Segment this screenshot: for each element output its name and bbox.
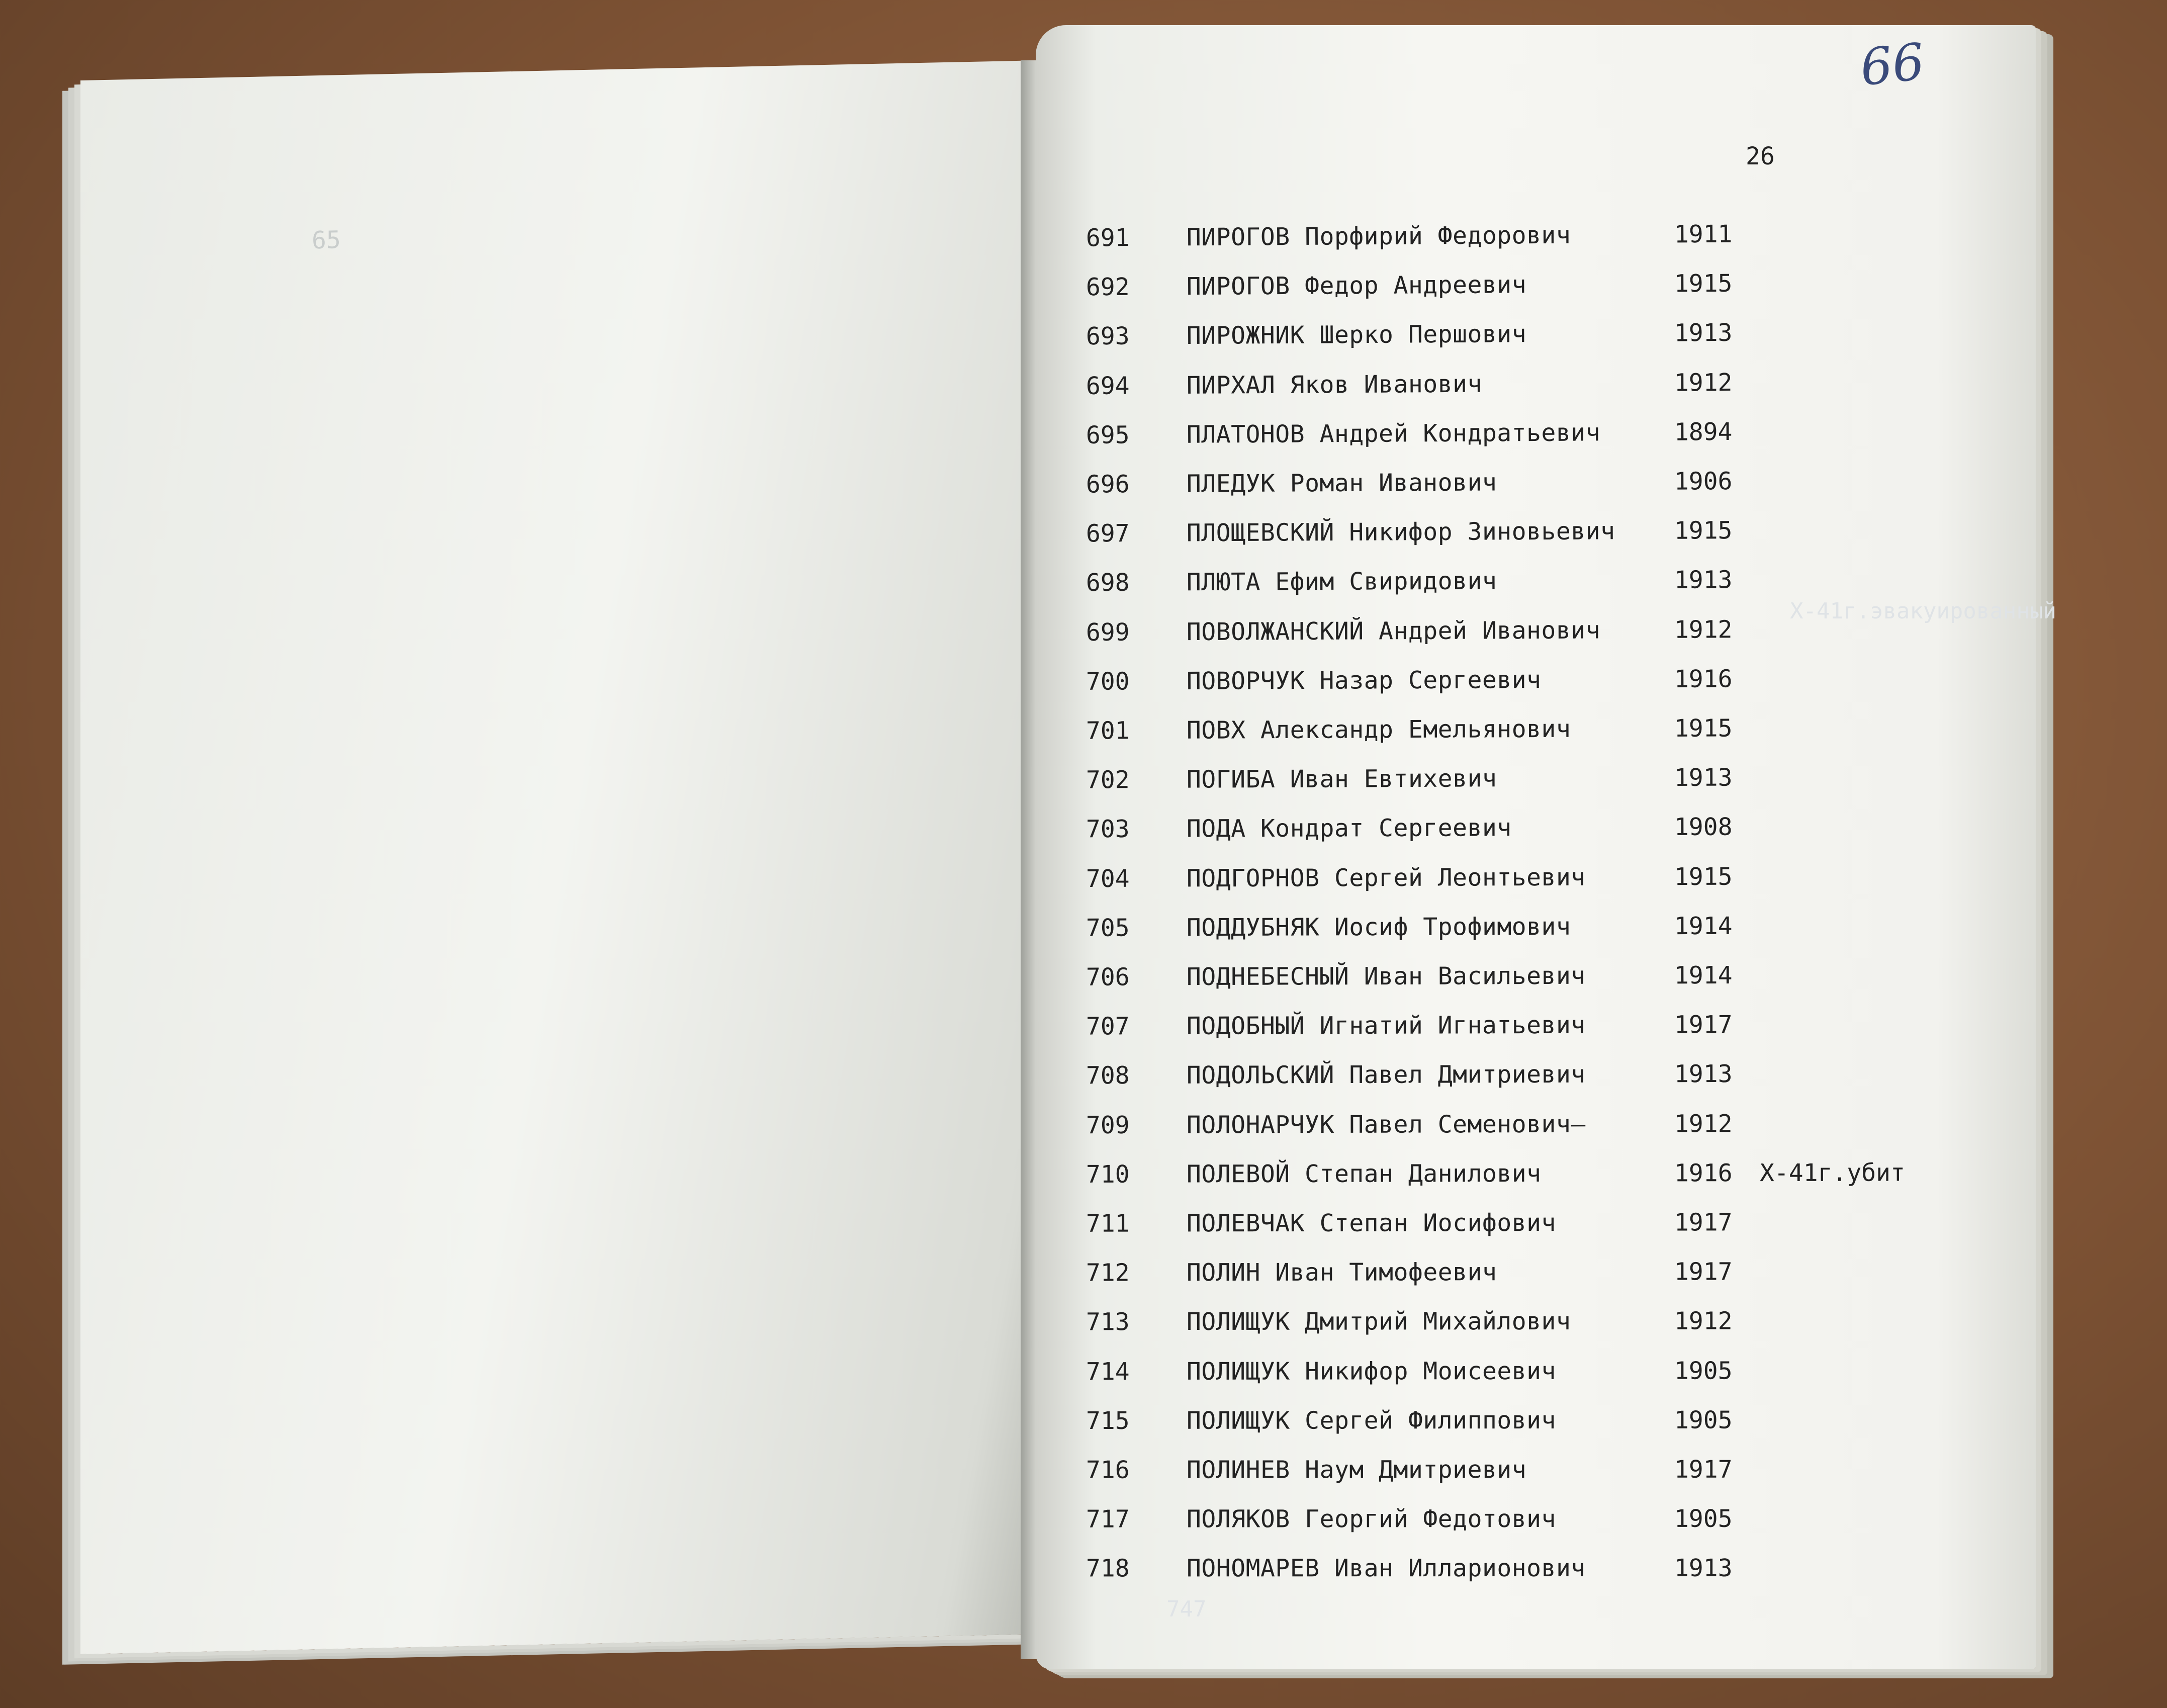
entry-year: 1917 <box>1674 1011 1733 1039</box>
entry-year: 1915 <box>1674 714 1733 743</box>
entry-name: ПОДДУБНЯК Иосиф Трофимович <box>1186 912 1571 942</box>
register-entry <box>1086 1406 1991 1452</box>
entry-number: 691 <box>1086 223 1130 252</box>
entry-number: 695 <box>1086 421 1130 450</box>
entry-name: ПЛОЩЕВСКИЙ Никифор Зиновьевич <box>1186 517 1615 548</box>
entry-number: 713 <box>1086 1308 1130 1336</box>
entry-year: 1915 <box>1674 516 1733 545</box>
register-entry <box>1086 911 1991 959</box>
entry-number: 716 <box>1086 1456 1130 1484</box>
entry-year: 1905 <box>1674 1357 1733 1385</box>
left-page <box>80 60 1041 1654</box>
entry-number: 701 <box>1086 716 1130 745</box>
entry-name: ПОЛЯКОВ Георгий Федотович <box>1186 1505 1556 1534</box>
entry-number: 711 <box>1086 1209 1130 1238</box>
entry-number: 712 <box>1086 1258 1130 1287</box>
register-entry <box>1086 862 1991 910</box>
entry-name: ПИРОЖНИК Шерко Першович <box>1186 320 1527 350</box>
register-entry <box>1086 614 1991 664</box>
typed-page-number: 26 <box>1746 142 1775 170</box>
register-entry <box>1086 515 1991 565</box>
entry-name: ПОДОБНЫЙ Игнатий Игнатьевич <box>1186 1011 1586 1041</box>
entry-year: 1917 <box>1674 1208 1733 1237</box>
register-entry <box>1086 713 1991 762</box>
register-entry <box>1086 1505 1991 1551</box>
register-entry <box>1086 268 1991 319</box>
register-entry <box>1086 317 1991 368</box>
entry-number: 693 <box>1086 322 1130 351</box>
entry-name: ПЛАТОНОВ Андрей Кондратьевич <box>1186 418 1601 449</box>
entry-year: 1915 <box>1674 862 1733 891</box>
entry-year: 1916 <box>1674 665 1733 693</box>
entry-number: 702 <box>1086 766 1130 794</box>
entry-name: ПОВХ Александр Емельянович <box>1186 714 1571 745</box>
entry-year: 1915 <box>1674 269 1733 298</box>
entry-name: ПИРОГОВ Федор Андреевич <box>1186 271 1527 301</box>
entry-year: 1914 <box>1674 961 1733 990</box>
register-entry <box>1086 1554 1991 1600</box>
entry-name: ПОДА Кондрат Сергеевич <box>1186 814 1512 843</box>
entry-name: ПОГИБА Иван Евтихевич <box>1186 764 1497 794</box>
register-entry <box>1086 812 1991 860</box>
register-entry <box>1086 763 1991 812</box>
entry-year: 1905 <box>1674 1406 1733 1434</box>
handwritten-page-number: 66 <box>1857 32 1928 98</box>
entry-year: 1913 <box>1674 319 1733 347</box>
entry-year: 1912 <box>1674 368 1733 397</box>
entry-name: ПОДОЛЬСКИЙ Павел Дмитриевич <box>1186 1060 1586 1090</box>
register-entry <box>1086 1455 1991 1501</box>
bleed-through-row-number: 747 <box>1166 1596 1207 1622</box>
left-page-faded-header: 65 <box>312 226 341 255</box>
register-entry <box>1086 664 1991 713</box>
register-entry <box>1086 1158 1991 1206</box>
entry-year: 1911 <box>1674 220 1733 249</box>
entry-year: 1912 <box>1674 1307 1733 1335</box>
entry-number: 700 <box>1086 667 1130 696</box>
register-entry <box>1086 1059 1991 1107</box>
entry-year: 1917 <box>1674 1257 1733 1286</box>
entry-number: 708 <box>1086 1061 1130 1090</box>
entry-number: 714 <box>1086 1357 1130 1386</box>
register-entry <box>1086 1010 1991 1058</box>
entry-number: 717 <box>1086 1505 1130 1534</box>
entry-number: 696 <box>1086 470 1130 499</box>
register-entry <box>1086 219 1992 269</box>
entry-name: ПОЛЕВЧАК Степан Иосифович <box>1186 1208 1556 1238</box>
register-entry <box>1086 1307 1991 1354</box>
entry-name: ПОЛИЩУК Никифор Моисеевич <box>1186 1357 1556 1386</box>
entry-year: 1914 <box>1674 912 1733 940</box>
entry-name: ПИРОГОВ Порфирий Федорович <box>1186 221 1571 252</box>
entry-year: 1913 <box>1674 1554 1733 1583</box>
entry-name: ПЛЮТА Ефим Свиридович <box>1186 567 1497 597</box>
entry-year: 1913 <box>1674 763 1733 792</box>
entry-number: 718 <box>1086 1554 1130 1583</box>
entry-name: ПОЛОНАРЧУК Павел Семенович— <box>1186 1110 1586 1139</box>
entry-year: 1906 <box>1674 467 1733 496</box>
entry-number: 709 <box>1086 1111 1130 1139</box>
entry-name: ПОДНЕБЕСНЫЙ Иван Васильевич <box>1186 961 1586 992</box>
register-entry <box>1086 367 1991 417</box>
entry-name: ПИРХАЛ Яков Иванович <box>1186 370 1483 400</box>
entry-number: 706 <box>1086 963 1130 992</box>
entry-name: ПОЛИН Иван Тимофеевич <box>1186 1258 1497 1287</box>
entry-year: 1905 <box>1674 1504 1733 1534</box>
entry-number: 697 <box>1086 519 1130 548</box>
register-entry <box>1086 960 1991 1008</box>
register-entry <box>1086 565 1991 614</box>
entry-number: 692 <box>1086 273 1130 302</box>
entry-year: 1916 <box>1674 1158 1733 1188</box>
entry-number: 705 <box>1086 914 1130 942</box>
entry-year: 1912 <box>1674 1109 1733 1138</box>
entry-name: ПОЛИЩУК Дмитрий Михайлович <box>1186 1307 1571 1336</box>
register-entry <box>1086 1257 1991 1304</box>
register-entry <box>1086 1356 1991 1402</box>
entry-name: ПОВОЛЖАНСКИЙ Андрей Иванович <box>1186 616 1601 646</box>
entry-year: 1894 <box>1674 417 1733 446</box>
entry-number: 707 <box>1086 1012 1130 1041</box>
entry-year: 1913 <box>1674 566 1733 595</box>
entry-year: 1912 <box>1674 615 1733 644</box>
entry-number: 699 <box>1086 618 1130 647</box>
register-entry <box>1086 1208 1991 1254</box>
entry-name: ПОЛИЩУК Сергей Филиппович <box>1186 1406 1556 1435</box>
register-entry <box>1086 416 1991 466</box>
entry-name: ПОДГОРНОВ Сергей Леонтьевич <box>1186 863 1586 892</box>
entry-number: 698 <box>1086 569 1130 597</box>
register-entry <box>1086 1109 1991 1156</box>
entry-year: 1908 <box>1674 813 1733 842</box>
entry-number: 704 <box>1086 864 1130 893</box>
entry-name: ПЛЕДУК Роман Иванович <box>1186 468 1497 498</box>
entry-name: ПОВОРЧУК Назар Сергеевич <box>1186 665 1542 695</box>
entry-number: 715 <box>1086 1406 1130 1435</box>
entry-number: 703 <box>1086 815 1130 844</box>
entry-number: 694 <box>1086 372 1130 400</box>
bleed-through-note: X-41г.эвакуированный <box>1790 598 2056 624</box>
entry-year: 1917 <box>1674 1455 1733 1484</box>
entry-year: 1913 <box>1674 1060 1733 1089</box>
entry-name: ПОЛИНЕВ Наум Дмитриевич <box>1186 1456 1527 1484</box>
register-entry <box>1086 466 1991 515</box>
entry-name: ПОЛЕВОЙ Степан Данилович <box>1186 1159 1542 1189</box>
entry-number: 710 <box>1086 1160 1130 1189</box>
entry-name: ПОНОМАРЕВ Иван Илларионович <box>1186 1554 1586 1583</box>
entry-note: X-41г.убит <box>1759 1158 1906 1187</box>
